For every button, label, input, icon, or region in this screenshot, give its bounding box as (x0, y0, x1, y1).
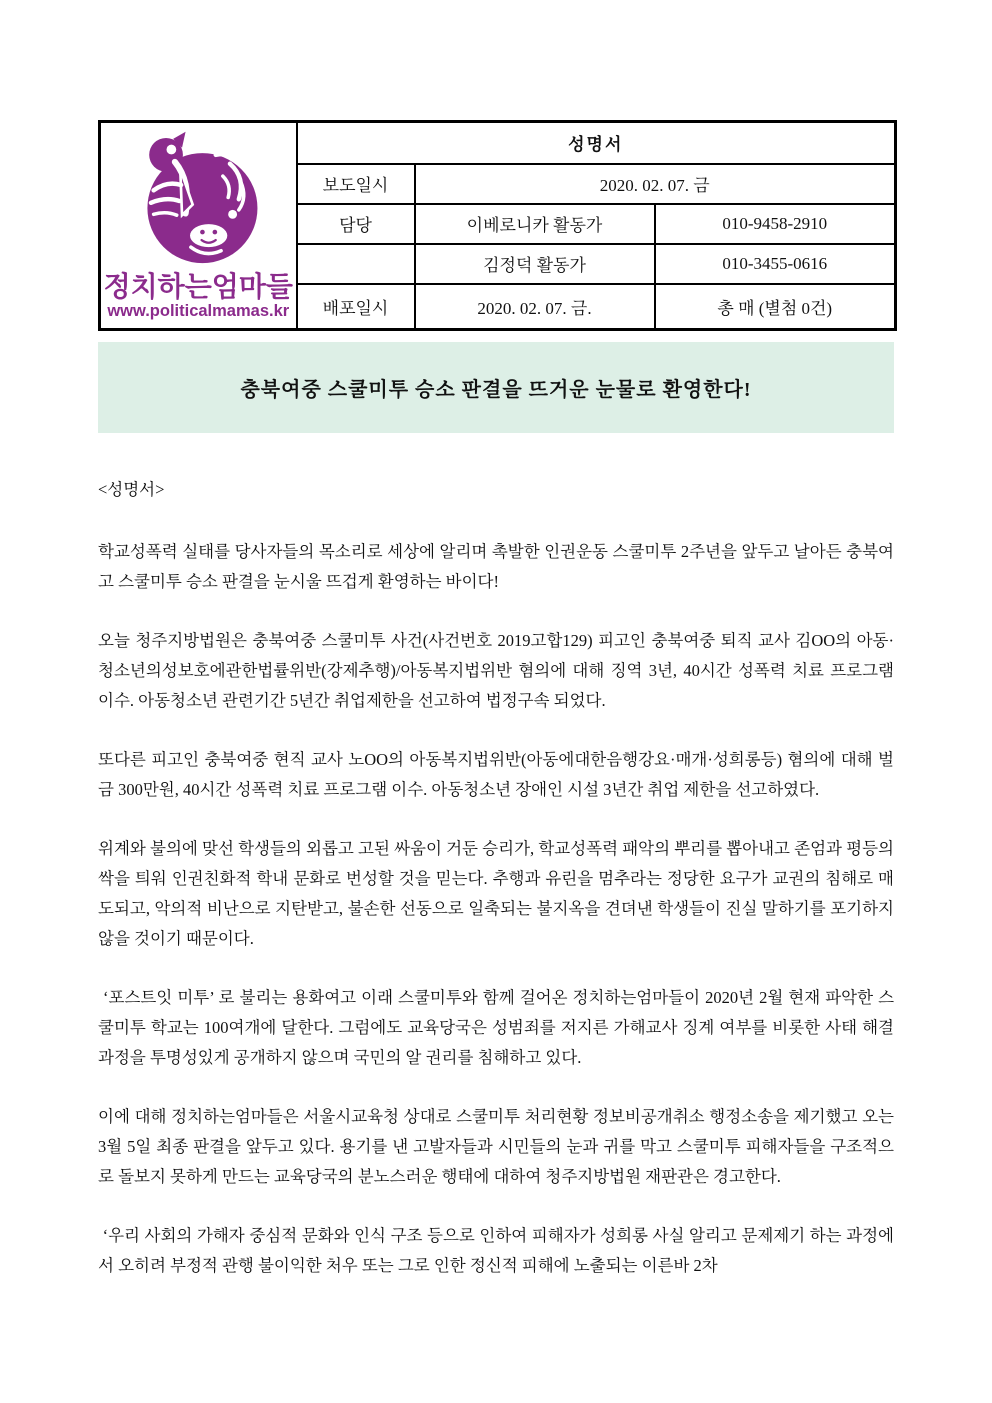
org-name: 정치하는엄마들 (103, 270, 293, 302)
doc-type-title: 성명서 (297, 122, 896, 164)
body-paragraph: ‘우리 사회의 가해자 중심적 문화와 인식 구조 등으로 인하여 피해자가 성희롱 사실 알리고 문제제기 하는 과정에서 오히려 부정적 관행 불이익한 처우 또는 그로 인한 정신적 피해에 노출되는 이른바 2차 (98, 1226, 894, 1275)
header-table (98, 120, 897, 331)
contact-phone: 010-3455-0616 (655, 244, 896, 284)
body-paragraph: 또다른 피고인 충북여중 현직 교사 노OO의 아동복지법위반(아동에대한음행강요·매개·성희롱등) 혐의에 대해 벌금 300만원, 40시간 성폭력 치료 프로그램 이수. 아동청소년 장애인 시설 3년간 취업 제한을 선고하였다. (98, 750, 894, 799)
contact-label: 담당 (297, 204, 415, 244)
statement-body (98, 475, 899, 1281)
body-paragraph: ‘포스트잇 미투’ 로 불리는 용화여고 이래 스쿨미투와 함께 걸어온 정치하는엄마들이 2020년 2월 현재 파악한 스쿨미투 학교는 100여개에 달한다. 그럼에도 교육당국은 성범죄를 저지른 가해교사 징계 여부를 비롯한 사태 해결 과정을 투명성있게 공개하지 않으며 국민의 알 권리를 침해하고 있다. (98, 988, 899, 1067)
headline-text: 충북여중 스쿨미투 승소 판결을 뜨거운 눈물로 환영한다! (240, 379, 752, 401)
org-website: www.politicalmamas.kr (107, 302, 290, 321)
distribution-pages: 총 매 (별첨 0건) (655, 284, 896, 330)
press-date-value: 2020. 02. 07. 금 (415, 164, 896, 204)
contact-phone: 010-9458-2910 (655, 204, 896, 244)
body-paragraph: 위계와 불의에 맞선 학생들의 외롭고 고된 싸움이 거둔 승리가, 학교성폭력 패악의 뿌리를 뽑아내고 존엄과 평등의 싹을 틔워 인권친화적 학내 문화로 번성할 것을 믿는다. 추행과 유린을 멈추라는 정당한 요구가 교권의 침해로 매도되고, 악의적 비난으로 지탄받고, 불손한 선동으로 일축되는 불지옥을 견뎌낸 학생들이 진실 말하기를 포기하지 않을 것이기 때문이다. (98, 839, 899, 948)
body-paragraph: 오늘 청주지방법원은 충북여중 스쿨미투 사건(사건번호 2019고합129) 피고인 충북여중 퇴직 교사 김OO의 아동·청소년의성보호에관한법률위반(강제추행)/아동복지법위반 혐의에 대해 징역 3년, 40시간 성폭력 치료 프로그램 이수. 아동청소년 관련기간 5년간 취업제한을 선고하여 법정구속 되었다. (98, 631, 899, 710)
section-label: <성명서> (98, 480, 165, 499)
body-paragraph: 이에 대해 정치하는엄마들은 서울시교육청 상대로 스쿨미투 처리현황 정보비공개취소 행정소송을 제기했고 오는 3월 5일 최종 판결을 앞두고 있다. 용기를 낸 고발자들과 시민들의 눈과 귀를 막고 스쿨미투 피해자들을 구조적으로 돌보지 못하게 만드는 교육당국의 분노스러운 행태에 대하여 청주지방법원 재판관은 경고한다. (98, 1107, 899, 1186)
headline-banner (98, 342, 894, 433)
distribution-label: 배포일시 (297, 284, 415, 330)
logo-cell (100, 122, 297, 330)
contact-label-empty (297, 244, 415, 284)
contact-name: 김정덕 활동가 (415, 244, 655, 284)
distribution-value: 2020. 02. 07. 금. (415, 284, 655, 330)
contact-name: 이베로니카 활동가 (415, 204, 655, 244)
politicalmamas-emblem-icon (127, 130, 269, 272)
press-date-label: 보도일시 (297, 164, 415, 204)
body-paragraph: 학교성폭력 실태를 당사자들의 목소리로 세상에 알리며 촉발한 인권운동 스쿨미투 2주년을 앞두고 날아든 충북여고 스쿨미투 승소 판결을 눈시울 뜨겁게 환영하는 바이다! (98, 542, 894, 591)
